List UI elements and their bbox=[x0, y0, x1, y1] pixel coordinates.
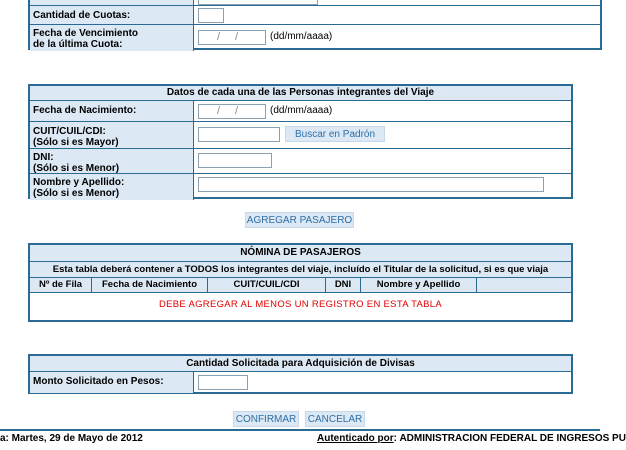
col-cuit bbox=[208, 278, 326, 292]
personas-form bbox=[28, 84, 573, 199]
buscar-padron-button[interactable] bbox=[285, 126, 385, 142]
buscar-padron-label: Buscar en Padrón bbox=[294, 129, 376, 140]
footer-auth-colon: : bbox=[393, 433, 398, 444]
col-dni-text: DNI bbox=[334, 279, 352, 290]
col-fila-text: Nº de Fila bbox=[38, 279, 83, 290]
cuit-row bbox=[30, 121, 571, 149]
vencimiento-label bbox=[30, 25, 194, 51]
divisas-title bbox=[30, 356, 571, 371]
cuit-label-line1: CUIT/CUIL/CDI: bbox=[33, 126, 106, 137]
footer-auth-value: ADMINISTRACION FEDERAL DE INGRESOS PU bbox=[399, 433, 626, 444]
vencimiento-row bbox=[30, 24, 600, 51]
divisas-title-text: Cantidad Solicitada para Adquisición de Divisas bbox=[186, 358, 415, 369]
col-fila bbox=[30, 278, 92, 292]
nacimiento-label-text: Fecha de Nacimiento: bbox=[33, 105, 137, 116]
monto-row bbox=[30, 371, 571, 393]
footer-date: a: Martes, 29 de Mayo de 2012 bbox=[0, 433, 143, 444]
monto-input[interactable] bbox=[198, 375, 248, 390]
dni-label-line1: DNI: bbox=[33, 152, 54, 163]
confirmar-button[interactable] bbox=[233, 411, 299, 427]
agregar-pasajero-button[interactable] bbox=[245, 212, 354, 228]
personas-title bbox=[30, 86, 571, 100]
nombre-label-line1: Nombre y Apellido: bbox=[33, 177, 125, 188]
nomina-table bbox=[28, 243, 573, 322]
cantidad-cuotas-label bbox=[30, 6, 194, 25]
col-nombre-text: Nombre y Apellido bbox=[376, 279, 461, 290]
nomina-warning-text: DEBE AGREGAR AL MENOS UN REGISTRO EN ESTA TABLA bbox=[159, 299, 442, 310]
col-nombre bbox=[361, 278, 477, 292]
date-slash-1: / bbox=[217, 31, 221, 43]
nombre-label-line2: (Sólo si es Menor) bbox=[33, 188, 120, 199]
monto-label-text: Monto Solicitado en Pesos: bbox=[33, 376, 164, 387]
vencimiento-date-hint: (dd/mm/aaaa) bbox=[270, 31, 333, 42]
nacimiento-row bbox=[30, 100, 571, 122]
date-slash-2: / bbox=[235, 31, 239, 43]
date-slash-4: / bbox=[235, 105, 239, 117]
nomina-subtitle-text: Esta tabla deberá contener a TODOS los integrantes del viaje, incluído el Titular de la solicitud, si es que viaja bbox=[52, 264, 549, 275]
cantidad-cuotas-text: Cantidad de Cuotas: bbox=[33, 10, 131, 21]
vencimiento-date-input[interactable] bbox=[198, 30, 266, 45]
cuit-label bbox=[30, 122, 194, 149]
cancelar-label: CANCELAR bbox=[307, 414, 363, 425]
nomina-title-text: NÓMINA DE PASAJEROS bbox=[240, 247, 361, 258]
cuit-input[interactable] bbox=[198, 127, 280, 142]
status-footer bbox=[0, 429, 626, 447]
col-nacimiento bbox=[92, 278, 208, 292]
nombre-input[interactable] bbox=[198, 177, 544, 192]
nomina-warning bbox=[30, 299, 571, 310]
col-cuit-text: CUIT/CUIL/CDI bbox=[233, 279, 300, 290]
date-slash-3: / bbox=[217, 105, 221, 117]
nomina-header-row bbox=[30, 277, 571, 293]
agregar-pasajero-label: AGREGAR PASAJERO bbox=[246, 215, 353, 226]
footer-auth-label: Autenticado por bbox=[317, 433, 394, 444]
footer-auth bbox=[317, 433, 626, 444]
confirmar-label: CONFIRMAR bbox=[235, 414, 297, 425]
cancelar-button[interactable] bbox=[305, 411, 365, 427]
cuotas-form bbox=[28, 0, 602, 50]
personas-title-text: Datos de cada una de las Personas integrantes del Viaje bbox=[166, 87, 435, 98]
vencimiento-label-line2: de la última Cuota: bbox=[33, 39, 123, 50]
monto-label bbox=[30, 372, 194, 393]
nacimiento-date-input[interactable] bbox=[198, 104, 266, 119]
divisas-form bbox=[28, 354, 573, 394]
cantidad-cuotas-row bbox=[30, 5, 600, 25]
dni-label bbox=[30, 149, 194, 174]
cantidad-cuotas-input[interactable] bbox=[198, 8, 224, 23]
vencimiento-label-line1: Fecha de Vencimiento bbox=[33, 28, 139, 39]
nombre-row bbox=[30, 173, 571, 200]
nombre-label bbox=[30, 174, 194, 200]
col-nacimiento-text: Fecha de Nacimiento bbox=[101, 279, 198, 290]
nacimiento-label bbox=[30, 101, 194, 122]
dni-input[interactable] bbox=[198, 153, 272, 168]
cuit-label-line2: (Sólo si es Mayor) bbox=[33, 137, 119, 148]
dni-row bbox=[30, 148, 571, 174]
col-dni bbox=[326, 278, 361, 292]
nomina-title bbox=[30, 245, 571, 261]
nacimiento-date-hint: (dd/mm/aaaa) bbox=[270, 105, 333, 116]
dni-label-line2: (Sólo si es Menor) bbox=[33, 163, 120, 174]
nomina-subtitle bbox=[30, 261, 571, 277]
